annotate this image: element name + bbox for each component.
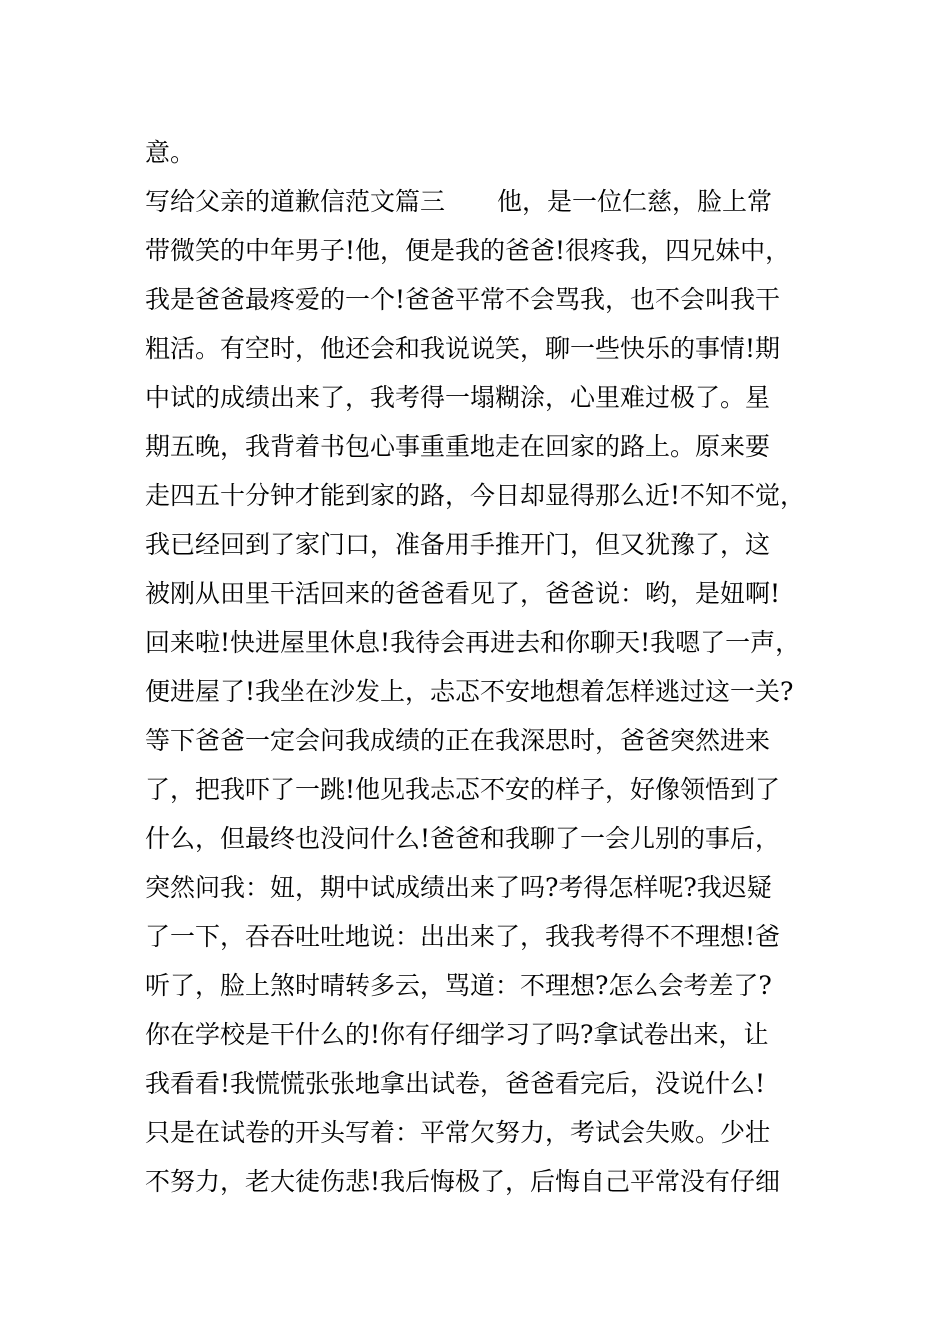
article-heading: 写给父亲的道歉信范文篇三 — [145, 187, 446, 216]
text-line-with-heading — [145, 177, 845, 226]
text-line: 听了，脸上煞时晴转多云，骂道：不理想?怎么会考差了? — [145, 971, 772, 1000]
text-line: 等下爸爸一定会问我成绩的正在我深思时，爸爸突然进来 — [145, 726, 771, 755]
text-line: 不努力，老大徒伤悲!我后悔极了，后悔自己平常没有仔细 — [145, 1167, 781, 1196]
text-line: 了，把我吓了一跳!他见我忐忑不安的样子，好像领悟到了 — [145, 775, 781, 804]
text-line: 什么，但最终也没问什么!爸爸和我聊了一会儿别的事后， — [145, 824, 781, 853]
text-line: 我已经回到了家门口，准备用手推开门，但又犹豫了，这 — [145, 530, 771, 559]
text-line: 了一下，吞吞吐吐地说：出出来了，我我考得不不理想!爸 — [145, 922, 781, 951]
text-line: 便进屋了!我坐在沙发上，忐忑不安地想着怎样逃过这一关? — [145, 677, 794, 706]
text-line: 只是在试卷的开头写着：平常欠努力，考试会失败。少壮 — [145, 1118, 771, 1147]
text-line: 期五晚，我背着书包心事重重地走在回家的路上。原来要 — [145, 432, 771, 461]
text-line: 突然问我：妞，期中试成绩出来了吗?考得怎样呢?我迟疑 — [145, 873, 772, 902]
text-line: 走四五十分钟才能到家的路，今日却显得那么近!不知不觉， — [145, 481, 806, 510]
text-line: 意。 — [145, 138, 196, 167]
text-line: 你在学校是干什么的!你有仔细学习了吗?拿试卷出来，让 — [145, 1020, 769, 1049]
text-line: 被刚从田里干活回来的爸爸看见了，爸爸说：哟，是妞啊! — [145, 579, 781, 608]
text-line: 带微笑的中年男子!他，便是我的爸爸!很疼我，四兄妹中， — [145, 236, 791, 265]
text-line: 我是爸爸最疼爱的一个!爸爸平常不会骂我，也不会叫我干 — [145, 285, 781, 314]
text-line: 回来啦!快进屋里休息!我待会再进去和你聊天!我嗯了一声， — [145, 628, 801, 657]
text-line: 我看看!我慌慌张张地拿出试卷，爸爸看完后，没说什么! — [145, 1069, 766, 1098]
text-line: 粗活。有空时，他还会和我说说笑，聊一些快乐的事情!期 — [145, 334, 781, 363]
article-body — [145, 128, 845, 1206]
text-line: 中试的成绩出来了，我考得一塌糊涂，心里难过极了。星 — [145, 383, 771, 412]
text-line-start: 他，是一位仁慈，脸上常 — [497, 187, 773, 216]
